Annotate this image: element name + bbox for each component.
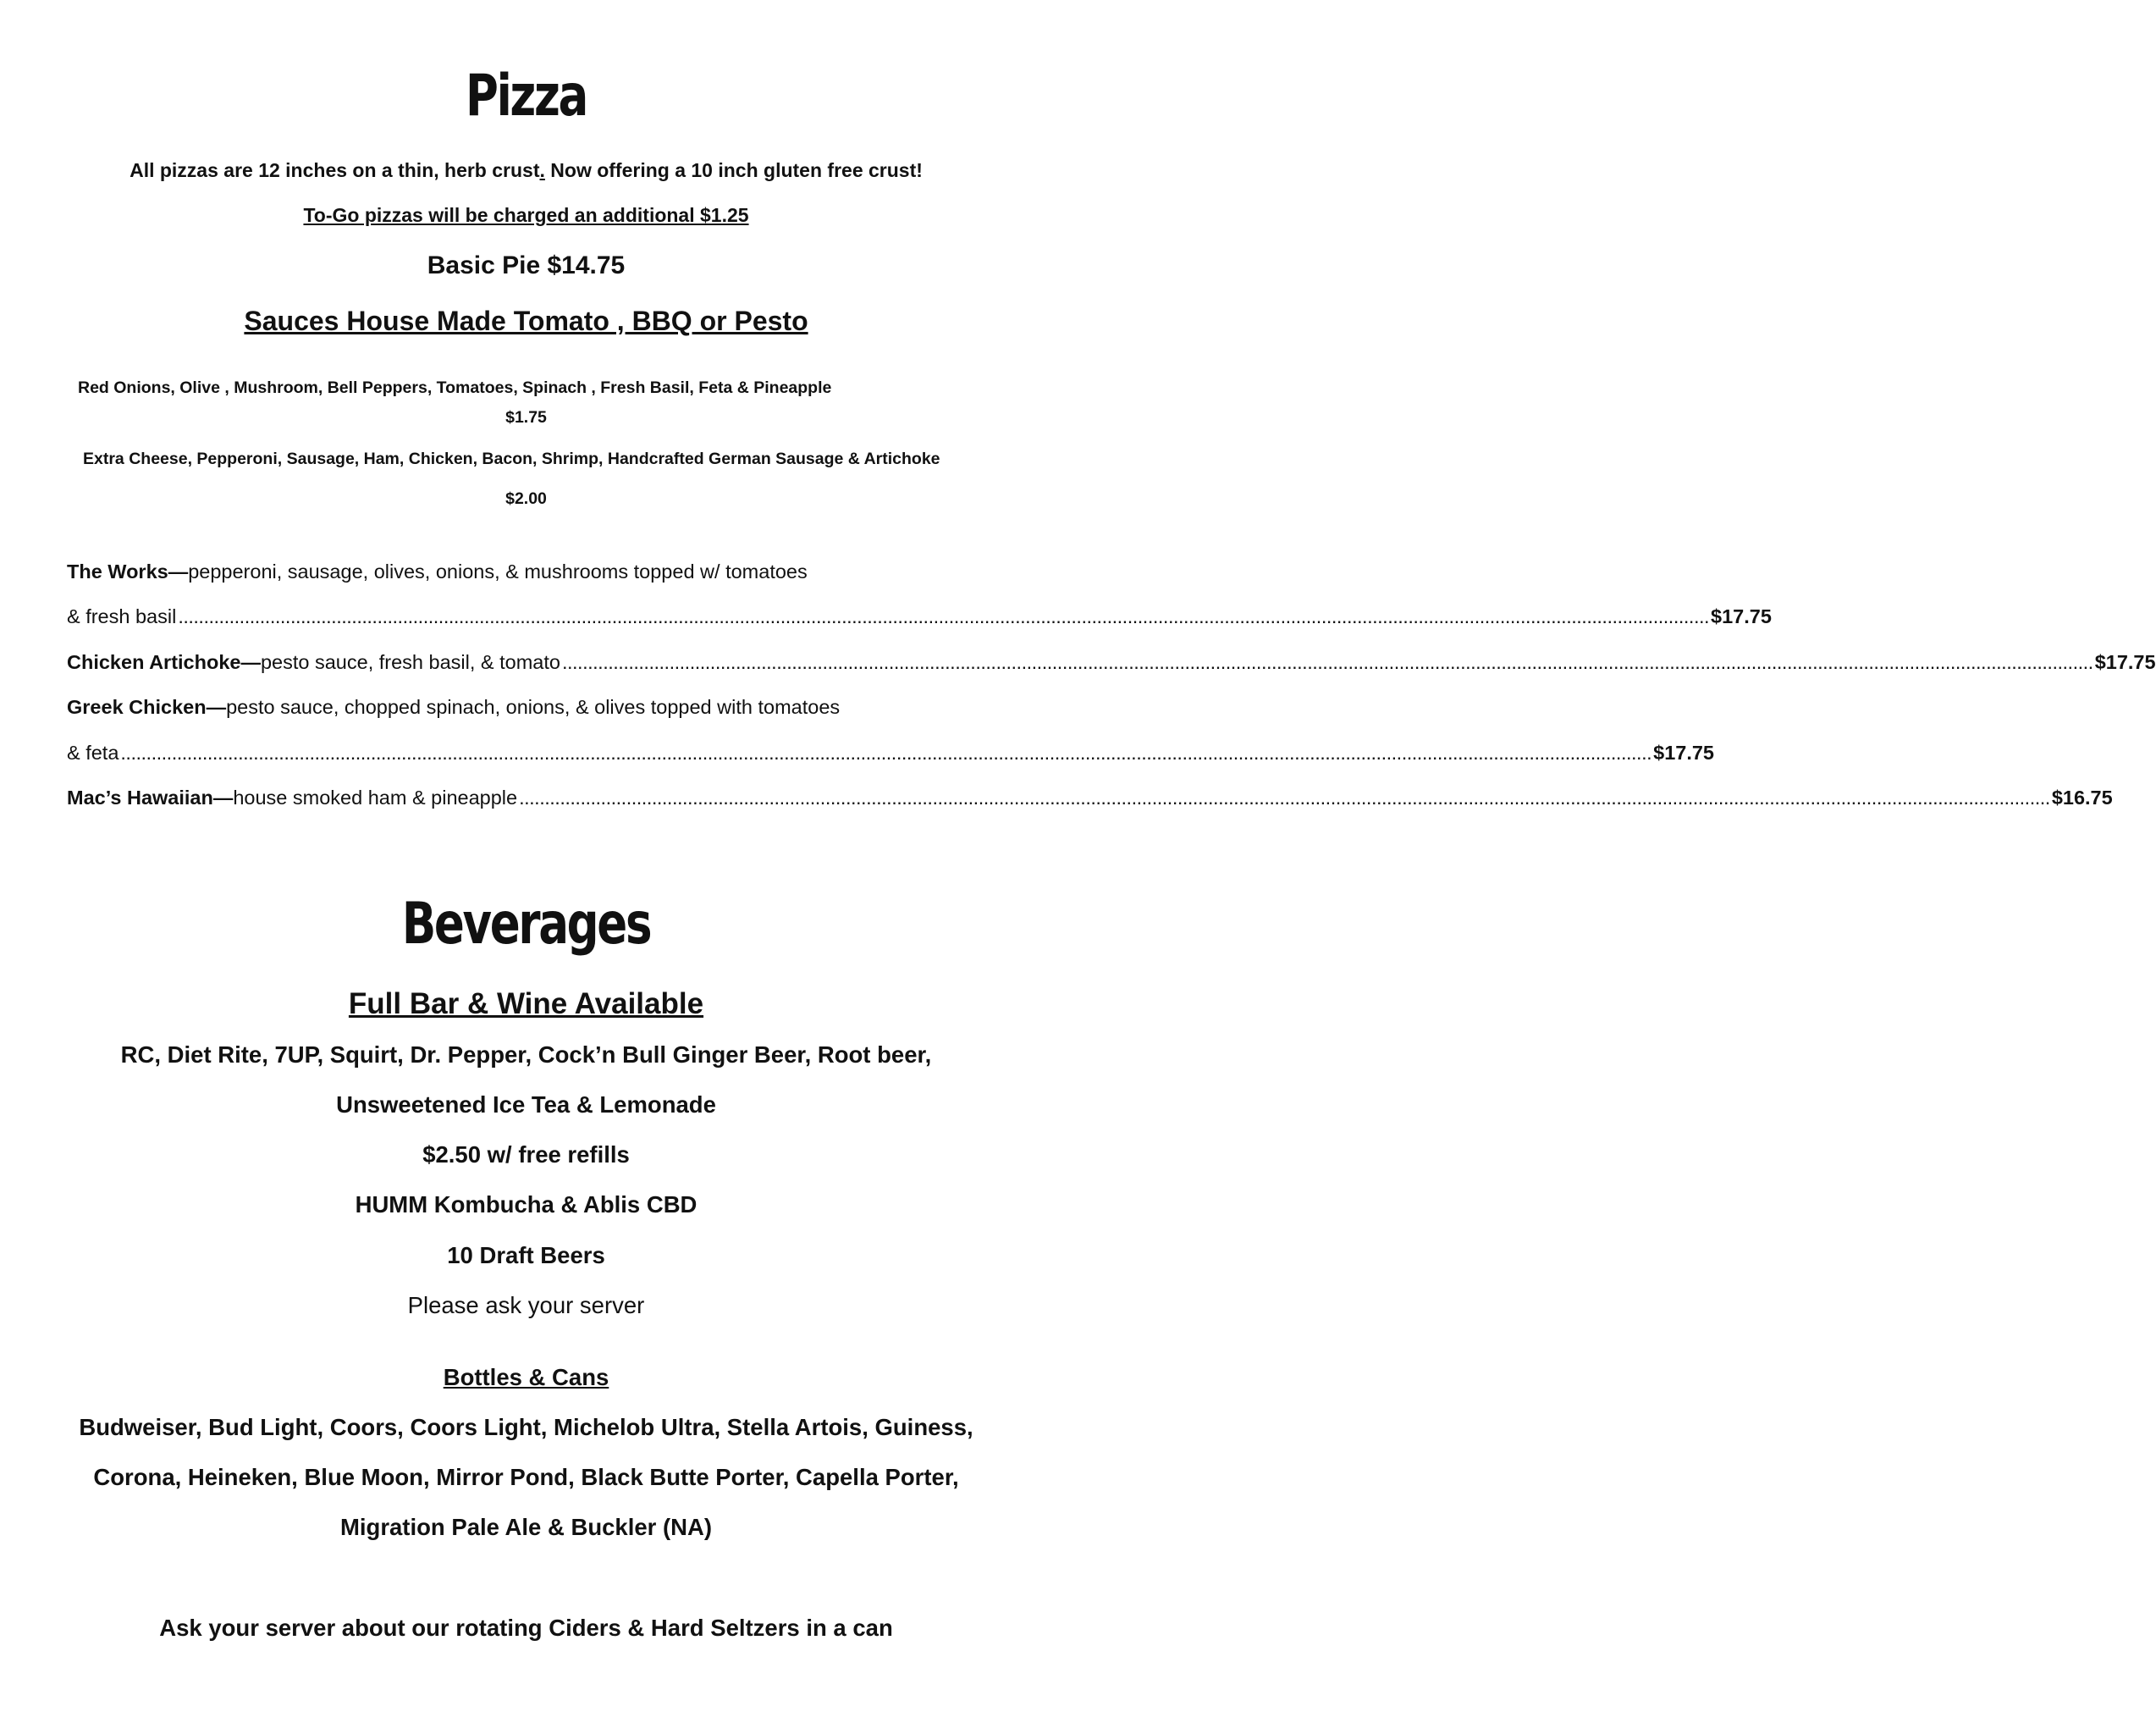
toppings-group-1: Red Onions, Olive , Mushroom, Bell Peppers, Tomatoes, Spinach , Fresh Basil, Feta & Pineapple (78, 378, 832, 397)
ciders-seltzers-note: Ask your server about our rotating Ciders & Hard Seltzers in a can (159, 1615, 893, 1641)
specialty-price: $16.75 (2051, 787, 2113, 809)
pizza-crust-note (0, 159, 1052, 182)
bottles-line-3: Migration Pale Ale & Buckler (NA) (339, 1514, 713, 1540)
bottles-line-2: Corona, Heineken, Blue Moon, Mirror Pond, Black Butte Porter, Capella Porter, (93, 1464, 959, 1490)
sodas-line-2: Unsweetened Ice Tea & Lemonade (336, 1091, 716, 1118)
specialty-description-cont: & fresh basil (67, 605, 177, 627)
leader-dots: ............................................................................................................................................................................................................................................................................................................ (120, 742, 1652, 764)
leader-dots: ............................................................................................................................................................................................................................................................................................................ (178, 605, 1710, 627)
soda-price: $2.50 w/ free refills (422, 1141, 630, 1168)
specialty-name: Chicken Artichoke— (67, 651, 261, 673)
draft-beers-line: 10 Draft Beers (447, 1242, 605, 1268)
specialty-name: Greek Chicken— (67, 696, 227, 718)
toppings-group-1-price: $1.75 (505, 408, 547, 427)
specialty-price: $17.75 (1653, 742, 1715, 764)
specialty-name: Mac’s Hawaiian— (67, 787, 234, 809)
specialty-price: $17.75 (1711, 605, 1772, 627)
sauces-heading: Sauces House Made Tomato , BBQ or Pesto (244, 306, 808, 336)
pizza-section-title: Pizza (466, 63, 587, 130)
pizza-section-title-wrap (0, 63, 1052, 130)
sodas-line-1: RC, Diet Rite, 7UP, Squirt, Dr. Pepper, Cock’n Bull Ginger Beer, Root beer, (120, 1041, 932, 1068)
bottles-line-1: Budweiser, Bud Light, Coors, Coors Light, Michelob Ultra, Stella Artois, Guiness, (79, 1414, 973, 1440)
pizza-crust-note-gluten-free: Now offering a 10 inch gluten free crust! (544, 159, 923, 181)
specialty-price: $17.75 (2094, 651, 2156, 673)
specialty-description: pesto sauce, fresh basil, & tomato (260, 651, 560, 673)
specialty-description: pepperoni, sausage, olives, onions, & mushrooms topped w/ tomatoes (188, 561, 808, 583)
beverages-section-title: Beverages (401, 891, 651, 958)
toppings-group-2-price: $2.00 (505, 489, 547, 508)
specialty-description-cont: & feta (67, 742, 119, 764)
specialty-description: house smoked ham & pineapple (233, 787, 518, 809)
bottles-cans-heading: Bottles & Cans (443, 1364, 609, 1390)
specialty-macs-hawaiian (67, 787, 2113, 809)
specialty-name: The Works— (67, 561, 189, 583)
specialty-the-works (67, 561, 983, 583)
specialty-greek-chicken (67, 696, 983, 719)
kombucha-line: HUMM Kombucha & Ablis CBD (355, 1191, 698, 1218)
full-bar-heading: Full Bar & Wine Available (348, 987, 704, 1020)
specialty-description: pesto sauce, chopped spinach, onions, & olives topped with tomatoes (226, 696, 841, 718)
pizza-crust-note-period: . (539, 159, 545, 181)
specialty-greek-chicken-cont (67, 742, 1715, 765)
leader-dots: ............................................................................................................................................................................................................................................................................................................ (561, 651, 2093, 673)
specialty-chicken-artichoke (67, 651, 2156, 674)
leader-dots: ............................................................................................................................................................................................................................................................................................................ (519, 787, 2050, 809)
beverages-section-title-wrap (0, 891, 1052, 958)
togo-charge-note: To-Go pizzas will be charged an additional $1.25 (303, 204, 749, 226)
specialty-the-works-cont (67, 605, 1772, 628)
basic-pie-price: Basic Pie $14.75 (427, 251, 626, 279)
pizza-crust-note-main: All pizzas are 12 inches on a thin, herb crust (130, 159, 540, 181)
toppings-group-2: Extra Cheese, Pepperoni, Sausage, Ham, Chicken, Bacon, Shrimp, Handcrafted German Sausage & Artichoke (83, 450, 940, 468)
ask-server-line: Please ask your server (407, 1292, 645, 1318)
